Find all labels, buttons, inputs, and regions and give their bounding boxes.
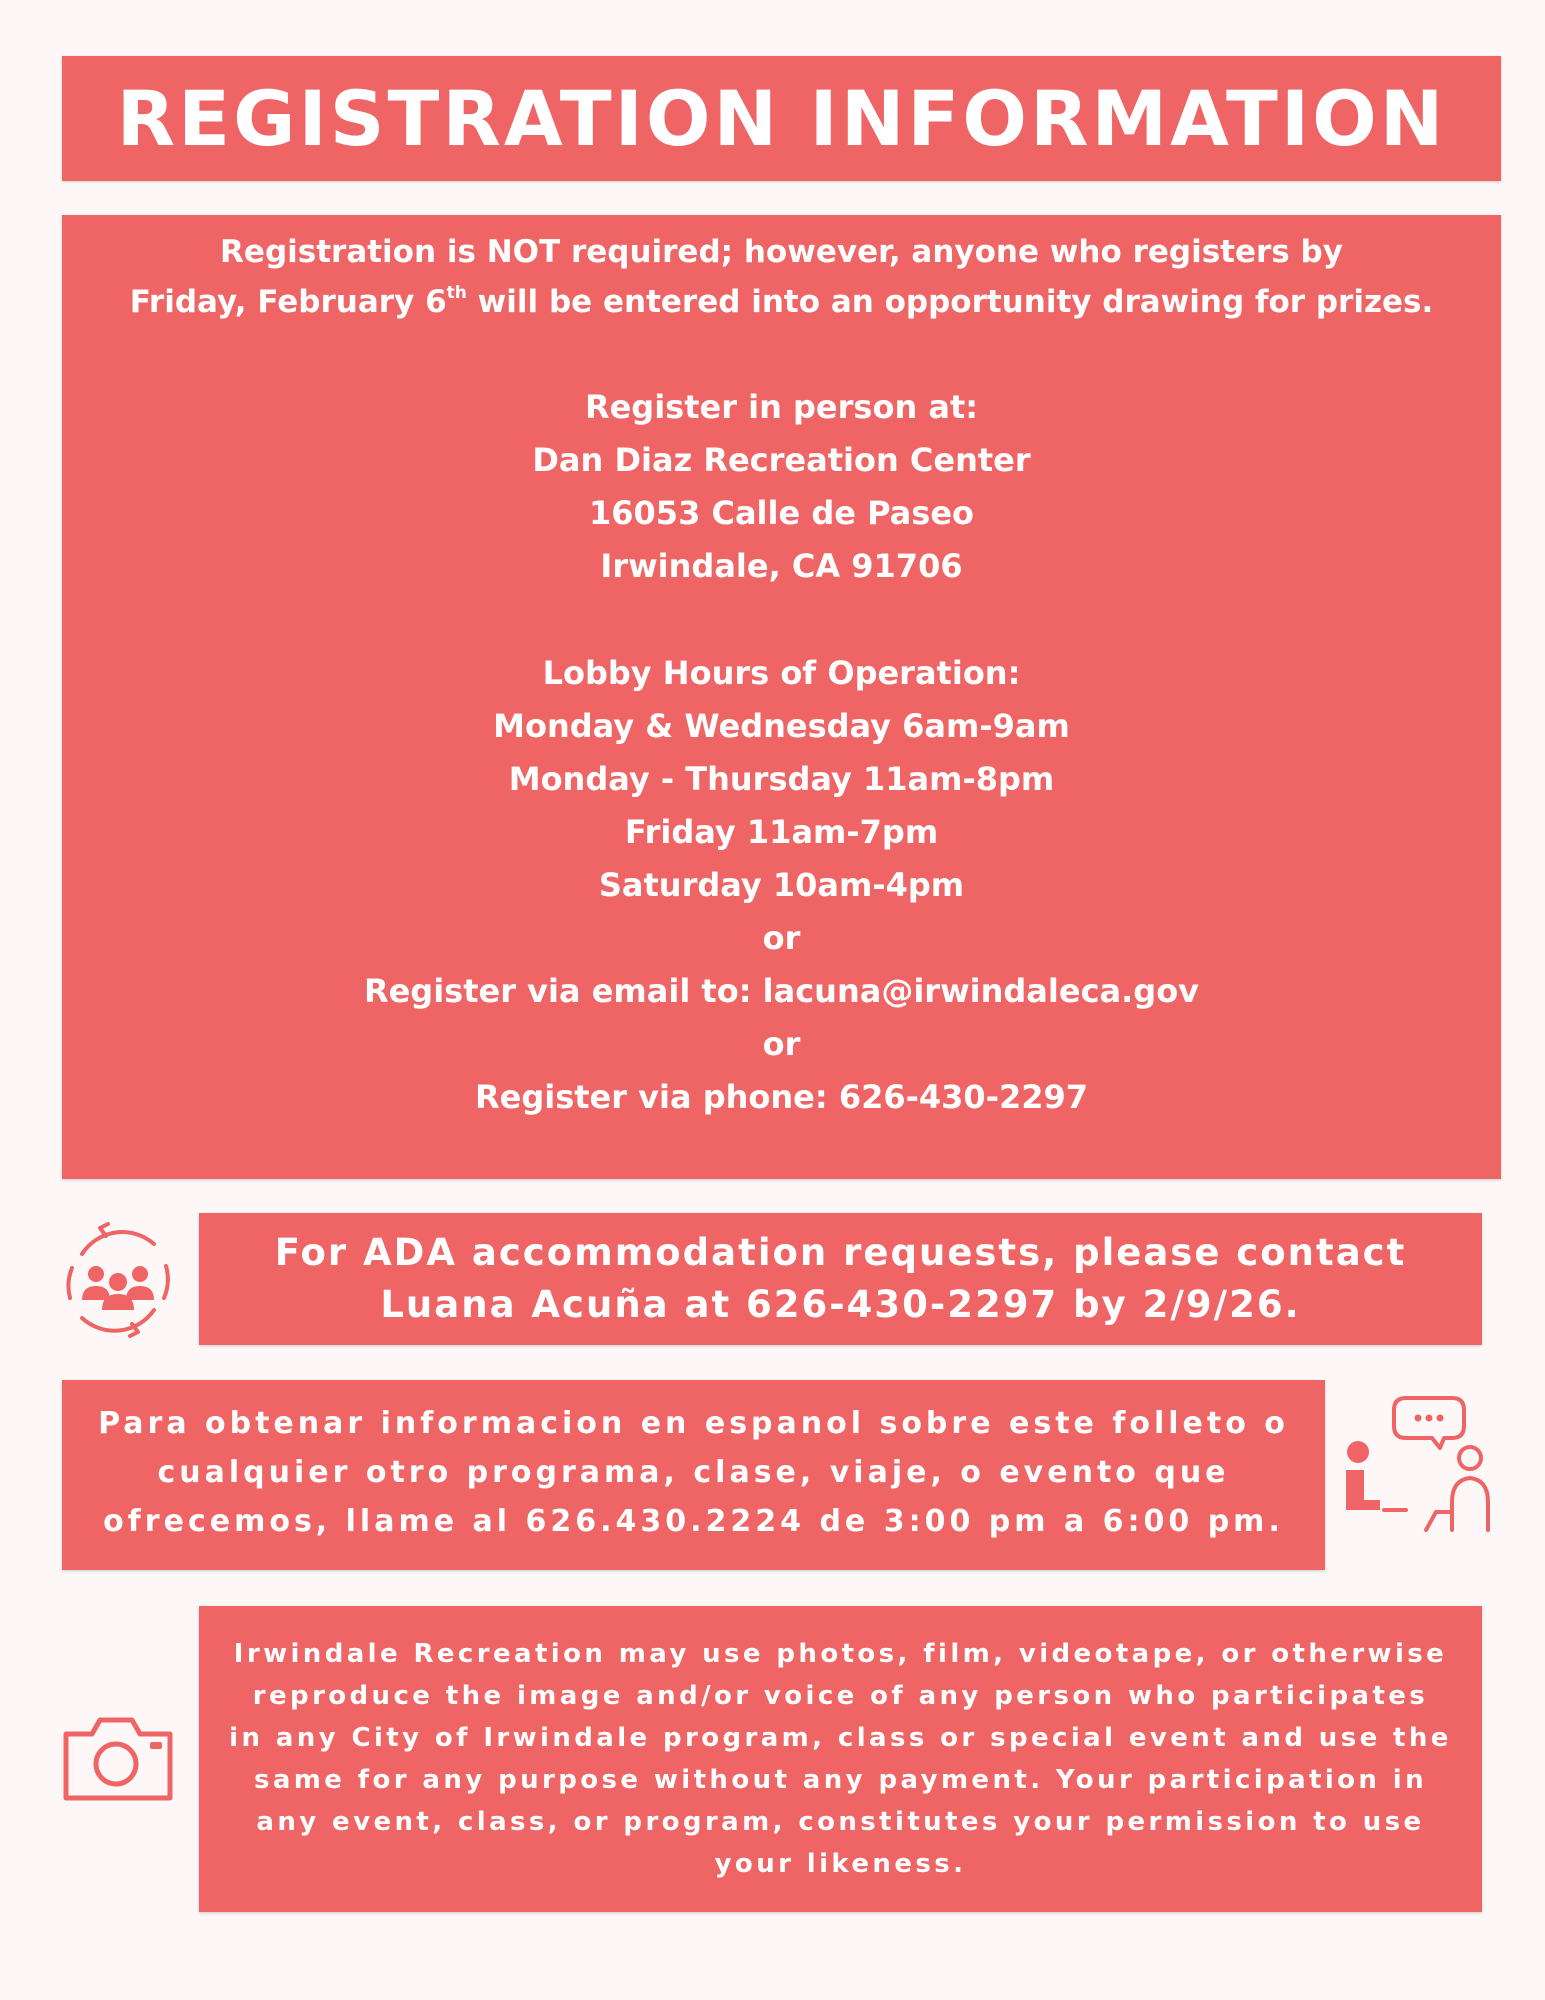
photo-release-line-3: in any City of Irwindale program, class or special event and use the bbox=[229, 1723, 1452, 1753]
intro-text bbox=[62, 227, 1501, 327]
photo-release-line-6: your likeness. bbox=[714, 1849, 967, 1879]
registration-details bbox=[62, 215, 1501, 1179]
in-person-section bbox=[62, 381, 1501, 593]
spanish-line-1: Para obtenar informacion en espanol sobre este folleto o bbox=[98, 1406, 1289, 1441]
spanish-info-notice bbox=[62, 1380, 1325, 1570]
or-separator: or bbox=[762, 919, 801, 957]
hours-item: Monday & Wednesday 6am-9am bbox=[493, 707, 1070, 745]
camera-icon bbox=[60, 1712, 176, 1804]
phone-registration[interactable]: Register via phone: 626-430-2297 bbox=[474, 1078, 1089, 1116]
hours-item: Friday 11am-7pm bbox=[624, 813, 939, 851]
in-person-heading: Register in person at: bbox=[584, 388, 979, 426]
or-separator: or bbox=[762, 1025, 801, 1063]
people-cycle-icon bbox=[58, 1210, 178, 1350]
hours-heading: Lobby Hours of Operation: bbox=[542, 654, 1021, 692]
spanish-line-2: cualquier otro programa, clase, viaje, o evento que bbox=[157, 1455, 1230, 1490]
ada-line-2: Luana Acuña at 626-430-2297 by 2/9/26. bbox=[380, 1283, 1301, 1326]
venue-street: 16053 Calle de Paseo bbox=[589, 494, 974, 532]
ada-notice bbox=[199, 1213, 1482, 1345]
page-title: REGISTRATION INFORMATION bbox=[116, 74, 1447, 163]
photo-release-notice bbox=[199, 1606, 1482, 1912]
title-banner bbox=[62, 56, 1501, 181]
email-registration[interactable]: Register via email to: lacuna@irwindaleca.gov bbox=[363, 972, 1200, 1010]
hours-item: Saturday 10am-4pm bbox=[598, 866, 965, 904]
photo-release-line-1: Irwindale Recreation may use photos, film, videotape, or otherwise bbox=[233, 1639, 1448, 1669]
photo-release-line-5: any event, class, or program, constitutes your permission to use bbox=[256, 1807, 1425, 1837]
venue-name: Dan Diaz Recreation Center bbox=[532, 441, 1031, 479]
conversation-icon bbox=[1340, 1392, 1490, 1542]
venue-city: Irwindale, CA 91706 bbox=[600, 547, 963, 585]
date-suffix: th bbox=[446, 283, 467, 303]
photo-release-line-4: same for any purpose without any payment. Your participation in bbox=[253, 1765, 1428, 1795]
hours-section bbox=[62, 647, 1501, 1124]
hours-item: Monday - Thursday 11am-8pm bbox=[508, 760, 1055, 798]
photo-release-line-2: reproduce the image and/or voice of any person who participates bbox=[252, 1681, 1429, 1711]
spanish-line-3: ofrecemos, llame al 626.430.2224 de 3:00 pm a 6:00 pm. bbox=[103, 1504, 1284, 1539]
intro-line-2-date: Friday, February 6 bbox=[129, 284, 447, 320]
ada-line-1: For ADA accommodation requests, please contact bbox=[274, 1231, 1407, 1274]
intro-line-2-rest: will be entered into an opportunity drawing for prizes. bbox=[466, 284, 1434, 320]
intro-line-1: Registration is NOT required; however, anyone who registers by bbox=[220, 234, 1343, 270]
